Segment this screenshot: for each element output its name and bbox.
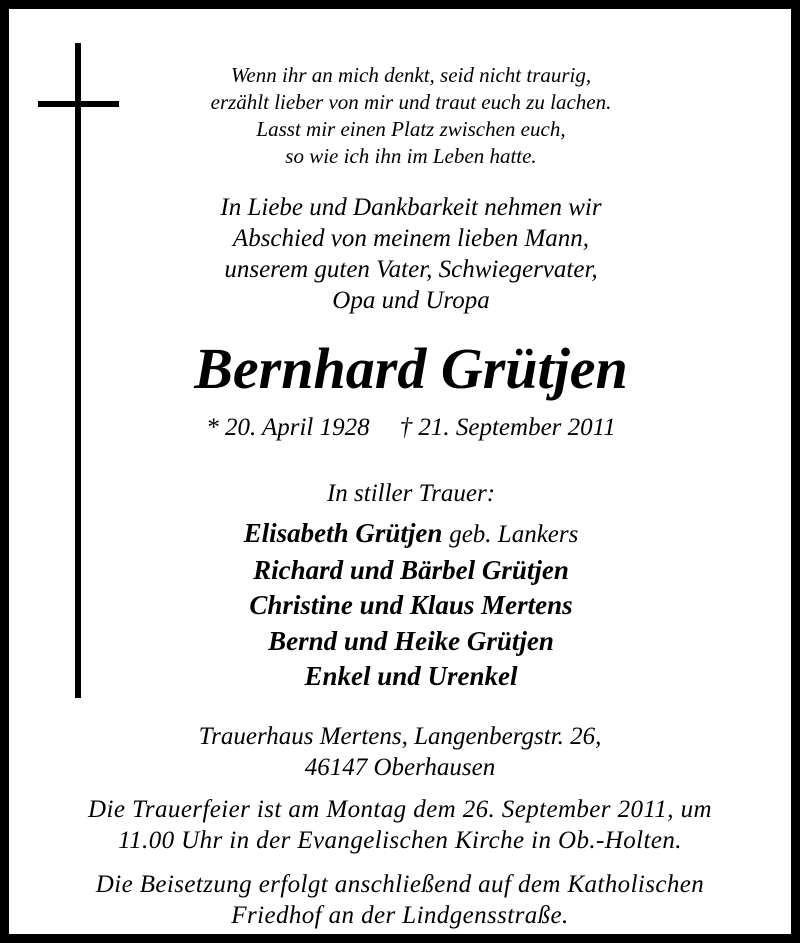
death-date: † 21. September 2011: [399, 414, 616, 441]
maiden-name-note: geb. Lankers: [449, 521, 579, 548]
mourner-entry: Christine und Klaus Mertens: [249, 590, 573, 620]
mourners-list: [31, 516, 791, 695]
mourner-entry: Bernd und Heike Grütjen: [268, 625, 554, 656]
mourner-entry: Richard und Bärbel Grütjen: [253, 554, 569, 585]
deceased-name: Bernhard Grütjen: [194, 336, 628, 401]
burial-line: Friedhof an der Lindgensstraße.: [231, 902, 569, 929]
birth-date: * 20. April 1928: [206, 414, 370, 441]
mourning-house-address: [9, 721, 791, 783]
poem: [31, 62, 791, 170]
mourner-entry: [31, 516, 791, 553]
address-line: 46147 Oberhausen: [304, 754, 496, 781]
intro-line: Opa und Uropa: [332, 287, 490, 314]
funeral-service-info: [9, 794, 791, 856]
burial-line: Die Beisetzung erfolgt anschließend auf dem Katholischen: [95, 871, 705, 898]
intro-line: Abschied von meinem lieben Mann,: [232, 225, 590, 252]
mourner-entry: Enkel und Urenkel: [304, 661, 518, 691]
mourning-label: In stiller Trauer:: [326, 480, 496, 507]
burial-info: [9, 869, 791, 931]
poem-line: Wenn ihr an mich denkt, seid nicht traurig,: [230, 63, 592, 87]
address-line: Trauerhaus Mertens, Langenbergstr. 26,: [198, 723, 602, 750]
poem-line: Lasst mir einen Platz zwischen euch,: [256, 117, 566, 141]
mourner-name: Elisabeth Grütjen: [243, 518, 443, 548]
poem-line: erzählt lieber von mir und traut euch zu lachen.: [210, 90, 612, 114]
poem-line: so wie ich ihn im Leben hatte.: [285, 144, 537, 168]
life-dates: [31, 411, 791, 445]
intro-line: unserem guten Vater, Schwiegervater,: [224, 256, 598, 283]
farewell-intro: [31, 192, 791, 316]
service-line: Die Trauerfeier ist am Montag dem 26. September 2011, um: [88, 796, 712, 823]
service-line: 11.00 Uhr in der Evangelischen Kirche in Ob.-Holten.: [118, 827, 682, 854]
intro-line: In Liebe und Dankbarkeit nehmen wir: [220, 194, 602, 221]
